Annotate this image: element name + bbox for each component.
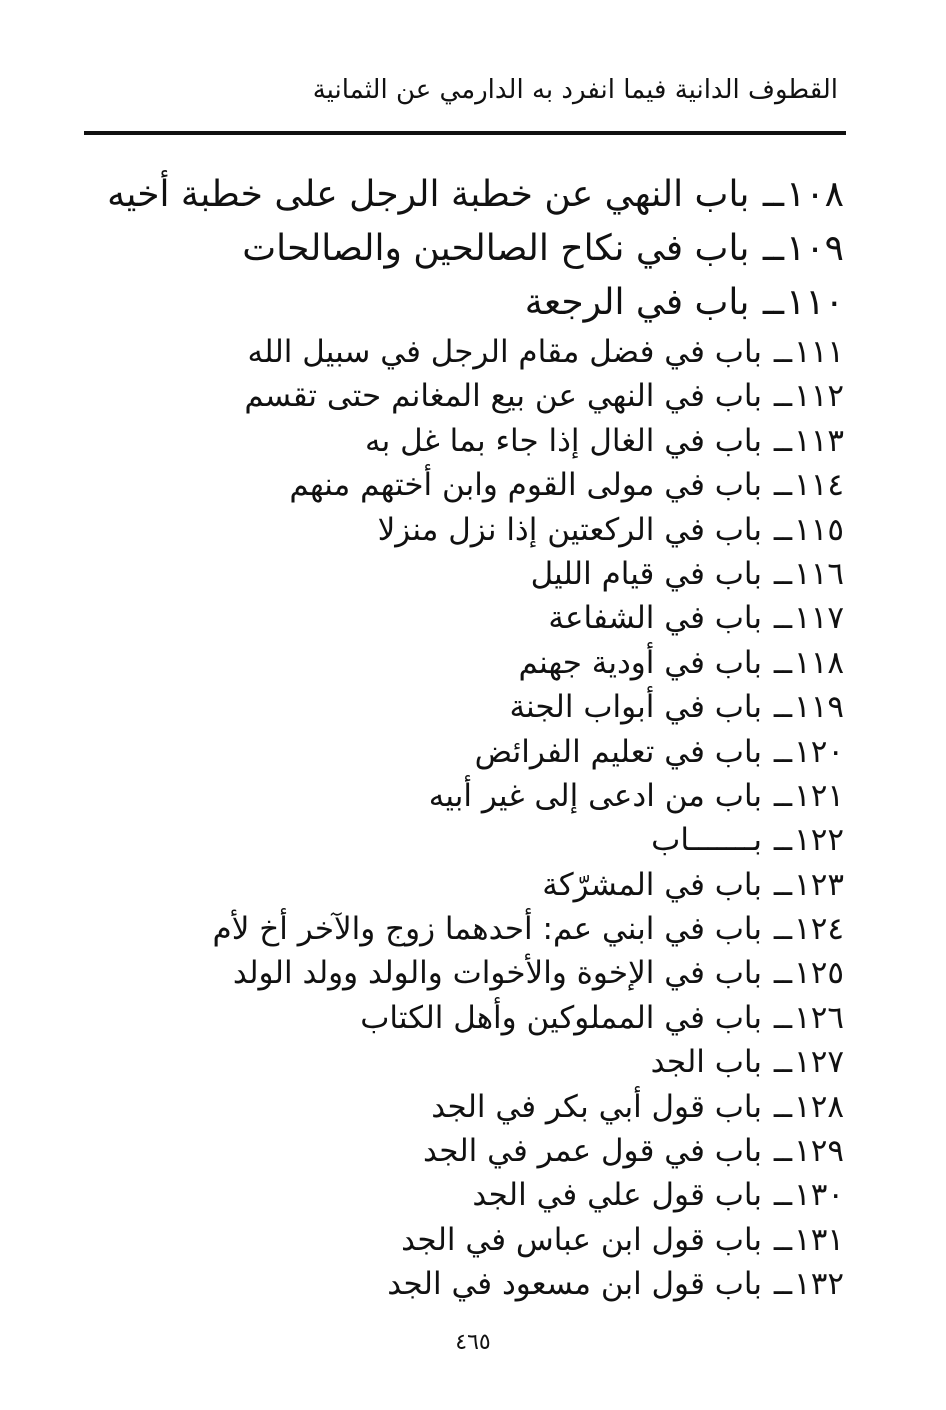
chapter-title: باب في قيام الليل [530,555,763,592]
chapter-dash: ــ [762,282,784,323]
chapter-title: باب في فضل مقام الرجل في سبيل الله [247,334,763,370]
chapter-entry [144,951,844,995]
chapter-number: ١٢٥ [794,955,844,992]
chapter-number: ١١٨ [794,644,844,681]
chapter-title: باب في الغال إذا جاء بما غل به [364,422,763,459]
chapter-entry [144,374,844,418]
chapter-dash: ــ [773,866,793,903]
chapter-entry [144,1040,844,1084]
chapter-list [107,168,844,1307]
chapter-title: باب في المشرّكة [542,866,763,903]
chapter-number: ١١٩ [794,689,844,726]
chapter-dash: ــ [773,644,793,681]
chapter-entry [144,1129,844,1173]
chapter-number: ١١٢ [794,378,844,415]
chapter-number: ١٢٨ [794,1088,844,1125]
chapter-entry [144,996,844,1040]
chapter-title: باب في قول عمر في الجد [422,1133,763,1170]
chapter-dash: ــ [773,511,793,548]
chapter-dash: ــ [773,600,793,637]
chapter-dash: ــ [773,999,793,1036]
chapter-entry [144,774,844,818]
chapter-number: ١١٠ [785,282,844,323]
header-rule [84,131,846,135]
chapter-number: ١٢٦ [794,999,844,1036]
chapter-dash: ــ [773,1133,793,1170]
chapter-number: ١٢٢ [794,822,844,859]
chapter-title: باب في الرجعة [524,282,750,323]
chapter-dash: ــ [773,422,793,459]
chapter-dash: ــ [773,822,793,859]
chapter-title: باب في الركعتين إذا نزل منزلا [377,511,763,548]
running-head: القطوف الدانية فيما انفرد به الدارمي عن الثمانية [312,75,838,105]
chapter-dash: ــ [773,1266,793,1303]
chapter-title: باب في تعليم الفرائض [474,733,763,770]
chapter-entry [144,508,844,552]
chapter-number: ١٢٤ [794,911,844,948]
chapter-number: ١٢٩ [794,1133,844,1170]
chapter-number: ١٠٨ [785,174,844,215]
chapter-entry [144,863,844,907]
chapter-dash: ــ [773,733,793,770]
chapter-title: باب في أبواب الجنة [509,689,763,726]
chapter-number: ١٢١ [794,777,844,814]
chapter-entry [144,1262,844,1306]
chapter-title: باب في الشفاعة [548,600,763,637]
chapter-title: باب قول ابن عباس في الجد [401,1221,763,1258]
chapter-entry [144,1218,844,1262]
chapter-dash: ــ [773,334,793,370]
chapter-entry [144,730,844,774]
chapter-number: ١١٣ [794,422,844,459]
chapter-title: باب في النهي عن بيع المغانم حتى تقسم [244,378,763,415]
chapter-title: باب الجد [650,1044,763,1081]
chapter-dash: ــ [773,555,793,592]
chapter-number: ١١١ [794,334,844,370]
chapter-title: باب في أودية جهنم [518,644,763,681]
chapter-entry [144,907,844,951]
chapter-title: بـــــــاب [651,822,763,859]
chapter-number: ١٣١ [794,1221,844,1258]
chapter-entry [144,641,844,685]
chapter-title: باب النهي عن خطبة الرجل على خطبة أخيه [107,174,750,215]
chapter-dash: ــ [773,955,793,992]
chapter-number: ١٣٠ [794,1177,844,1214]
page-number: ٤٦٥ [455,1330,491,1355]
chapter-dash: ــ [762,228,784,269]
chapter-number: ١٢٠ [794,733,844,770]
chapter-entry [144,330,844,374]
chapter-entry [144,222,844,276]
chapter-dash: ــ [762,174,784,215]
chapter-title: باب قول أبي بكر في الجد [431,1088,763,1125]
chapter-title: باب قول ابن مسعود في الجد [387,1266,763,1303]
chapter-entry [144,818,844,862]
chapter-title: باب من ادعى إلى غير أبيه [428,777,763,814]
chapter-entry [144,419,844,463]
chapter-entry [144,552,844,596]
chapter-entry [144,685,844,729]
chapter-dash: ــ [773,1044,793,1081]
chapter-number: ١٠٩ [785,228,844,269]
chapter-entry [144,596,844,640]
chapter-dash: ــ [773,467,793,504]
chapter-entry [107,168,844,222]
chapter-title: باب في مولى القوم وابن أختهم منهم [289,467,763,504]
chapter-dash: ــ [773,1221,793,1258]
chapter-number: ١٢٧ [794,1044,844,1081]
chapter-number: ١٢٣ [794,866,844,903]
chapter-entry [144,1085,844,1129]
chapter-title: باب في الإخوة والأخوات والولد وولد الولد [232,955,763,992]
chapter-title: باب قول علي في الجد [472,1177,763,1214]
chapter-number: ١١٦ [794,555,844,592]
chapter-dash: ــ [773,1088,793,1125]
chapter-number: ١١٧ [794,600,844,637]
chapter-dash: ــ [773,1177,793,1214]
chapter-entry [144,276,844,330]
chapter-number: ١١٥ [794,511,844,548]
chapter-entry [144,463,844,507]
chapter-entry [144,1173,844,1217]
chapter-dash: ــ [773,378,793,415]
chapter-dash: ــ [773,777,793,814]
chapter-title: باب في ابني عم: أحدهما زوج والآخر أخ لأم [212,911,763,948]
chapter-title: باب في نكاح الصالحين والصالحات [242,228,750,269]
chapter-number: ١١٤ [794,467,844,504]
chapter-number: ١٣٢ [794,1266,844,1303]
chapter-title: باب في المملوكين وأهل الكتاب [360,999,763,1036]
chapter-dash: ــ [773,689,793,726]
chapter-dash: ــ [773,911,793,948]
